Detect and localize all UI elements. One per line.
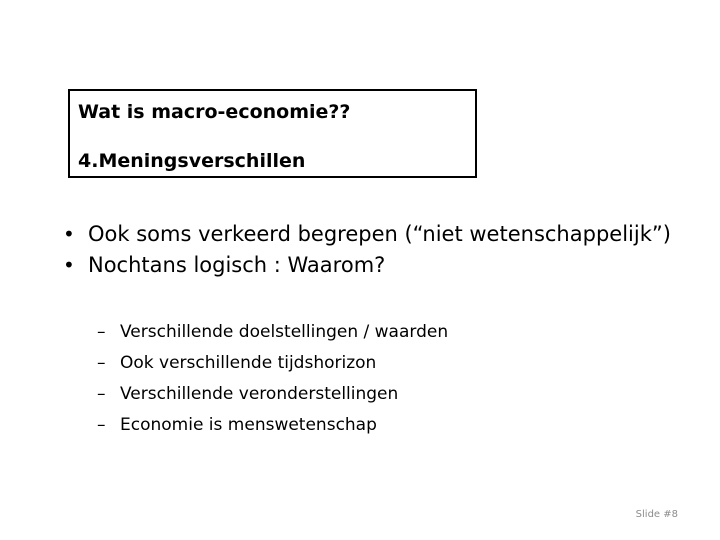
- sub-bullet-item: [97, 353, 657, 374]
- sub-bullet-item: [97, 322, 657, 343]
- bullet-item: [60, 220, 680, 248]
- sub-bullet-item: [97, 384, 657, 405]
- bullet-marker: •: [63, 222, 75, 246]
- bullet-text: Ook soms verkeerd begrepen (“niet wetenschappelijk”): [88, 222, 671, 246]
- sub-bullet-marker: –: [97, 384, 106, 404]
- bullet-list: [60, 220, 680, 279]
- bullet-item: [60, 251, 680, 279]
- bullet-text: Nochtans logisch : Waarom?: [88, 253, 386, 277]
- bullet-marker: •: [63, 253, 75, 277]
- sub-bullet-marker: –: [97, 353, 106, 373]
- slide-subtitle: 4.Meningsverschillen: [78, 150, 306, 172]
- slide-title: Wat is macro-economie??: [78, 101, 351, 123]
- sub-bullet-item: [97, 415, 657, 436]
- sub-bullet-text: Ook verschillende tijdshorizon: [120, 353, 377, 373]
- title-box: [68, 89, 477, 178]
- sub-bullet-text: Verschillende veronderstellingen: [120, 384, 399, 404]
- sub-bullet-text: Economie is menswetenschap: [120, 415, 377, 435]
- sub-bullet-text: Verschillende doelstellingen / waarden: [120, 322, 449, 342]
- slide-number: Slide #8: [635, 509, 678, 520]
- sub-bullet-list: [97, 322, 657, 446]
- sub-bullet-marker: –: [97, 322, 106, 342]
- sub-bullet-marker: –: [97, 415, 106, 435]
